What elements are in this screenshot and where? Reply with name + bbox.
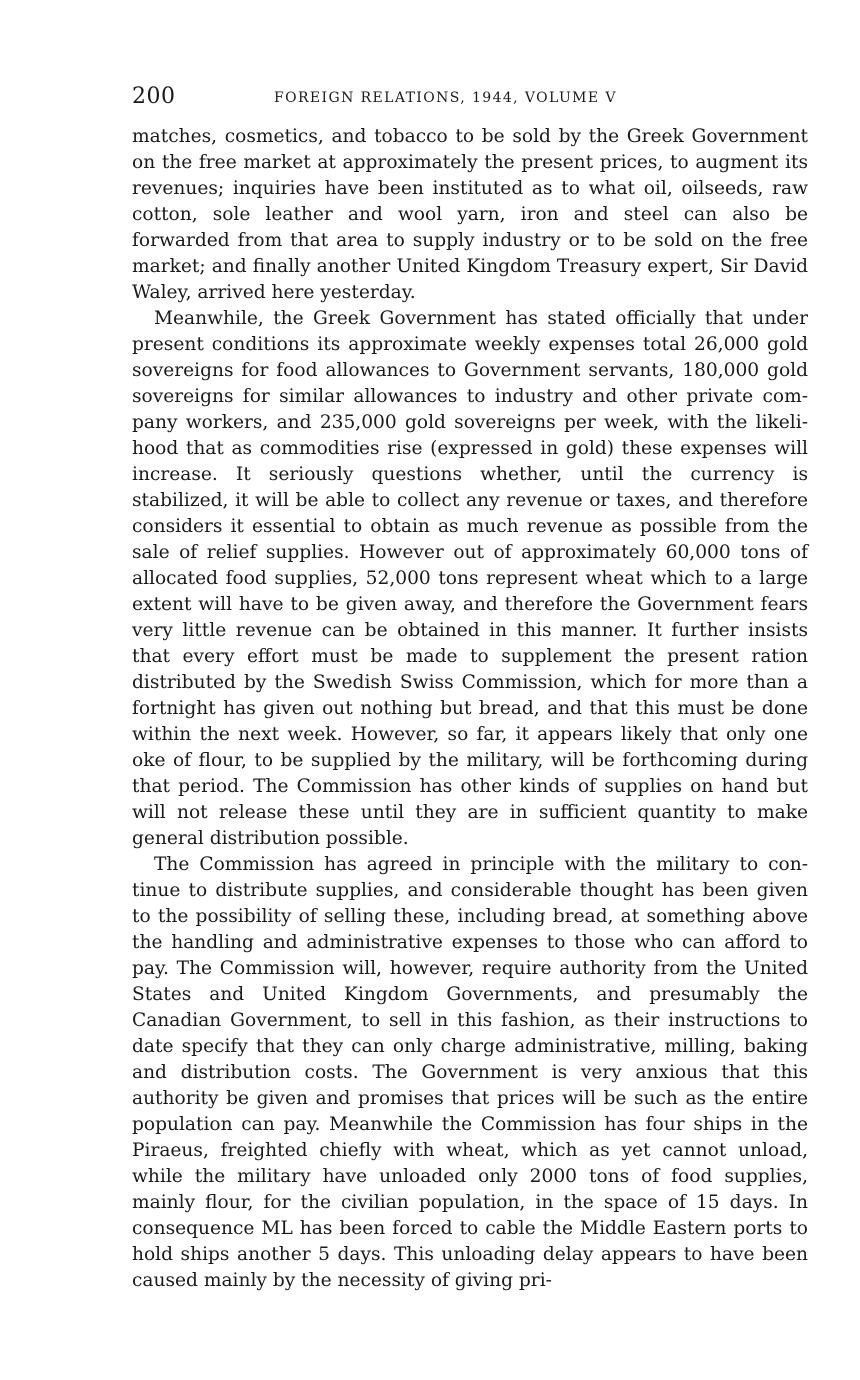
paragraph: The Commission has agreed in principle with the military to continue to distribute supplies, and considerable thought has been given to the possibility of selling these, including bread, at something above the handling and administrative expenses to those who can afford to pay. The Commission will, however, require authority from the United States and United Kingdom Governments, and presumably the Canadian Government, to sell in this fashion, as their instructions to date specify that they can only charge administrative, milling, baking and distribution costs. The Government is very anxious that this authority be given and promises that prices will be such as the entire population can pay. Meanwhile the Commission has four ships in the Piraeus, freighted chiefly with wheat, which as yet cannot unload, while the military have unloaded only 2000 tons of food supplies, mainly flour, for the civilian population, in the space of 15 days. In consequence ML has been forced to cable the Middle Eastern ports to hold ships another 5 days. This unloading delay appears to have been caused mainly by the necessity of giving pri- — [132, 854, 808, 1291]
running-title: FOREIGN RELATIONS, 1944, VOLUME V — [274, 90, 617, 106]
running-head — [132, 84, 808, 114]
paragraph-continued: matches, cosmetics, and tobacco to be sold by the Greek Government on the free market at approximately the present prices, to augment its revenues; inquiries have been instituted as to what oil, oilseeds, raw cotton, sole leather and wool yarn, iron and steel can also be forwarded from that area to supply industry or to be sold on the free market; and finally another United Kingdom Treasury expert, Sir David Waley, arrived here yesterday. — [132, 126, 808, 303]
body-text — [132, 124, 808, 1294]
document-page — [132, 84, 808, 1294]
paragraph: Meanwhile, the Greek Government has stated officially that under present conditions its approximate weekly expenses total 26,000 gold sovereigns for food allowances to Government servants, 180,000 gold sovereigns for similar allowances to industry and other private company workers, and 235,000 gold sovereigns per week, with the likelihood that as commodities rise (expressed in gold) these expenses will increase. It seriously questions whether, until the currency is stabilized, it will be able to collect any revenue or taxes, and therefore considers it essential to obtain as much revenue as possible from the sale of relief supplies. However out of approximately 60,000 tons of allocated food supplies, 52,000 tons represent wheat which to a large extent will have to be given away, and therefore the Government fears very little revenue can be obtained in this manner. It further insists that every effort must be made to supplement the present ration distributed by the Swedish Swiss Commission, which for more than a fortnight has given out nothing but bread, and that this must be done within the next week. However, so far, it appears likely that only one oke of flour, to be supplied by the military, will be forthcoming during that period. The Commission has other kinds of supplies on hand but will not release these until they are in sufficient quantity to make general distribution possible. — [132, 308, 808, 849]
page-number: 200 — [132, 84, 176, 109]
